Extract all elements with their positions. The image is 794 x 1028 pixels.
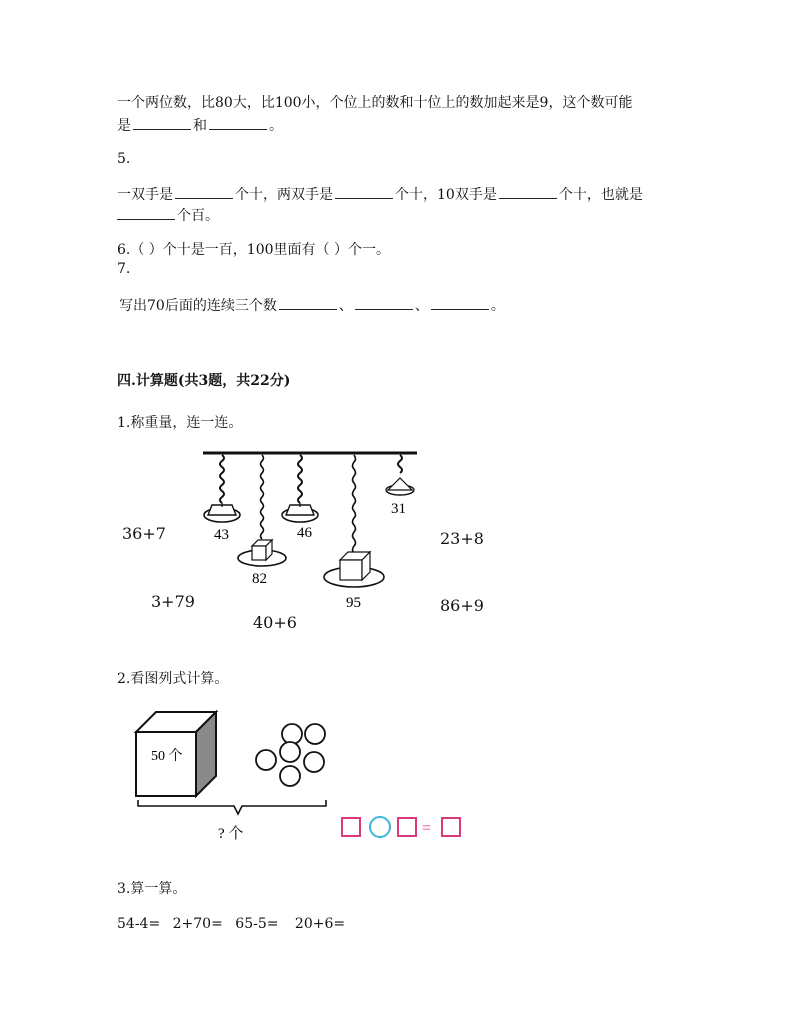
q7-sep-2: 、 xyxy=(414,298,429,314)
q7-blank-2[interactable] xyxy=(355,295,413,310)
problem1-title: 1.称重量，连一连。 xyxy=(117,415,243,431)
cube xyxy=(136,712,216,796)
q7-text: 写出70后面的连续三个数 xyxy=(119,298,277,314)
q5-number: 5. xyxy=(117,151,131,167)
q7-blank-1[interactable] xyxy=(279,295,337,310)
expr-23-8[interactable]: 23+8 xyxy=(440,529,484,548)
answer-box-3[interactable] xyxy=(442,818,460,836)
q4-blank-2[interactable] xyxy=(209,115,267,130)
problem3-items xyxy=(117,914,345,934)
q7-line xyxy=(119,295,505,316)
circle xyxy=(280,766,300,786)
q5-line2 xyxy=(117,205,219,226)
brace-label: ? 个 xyxy=(218,826,244,842)
calc-item-3[interactable]: 65-5= xyxy=(235,916,279,932)
section-title: 四.计算题(共3题，共22分) xyxy=(117,373,291,389)
q7-end: 。 xyxy=(490,298,505,314)
q5-blank-3[interactable] xyxy=(499,184,557,199)
expr-36-7[interactable]: 36+7 xyxy=(122,524,166,543)
spring-31 xyxy=(386,455,414,495)
equals-sign: = xyxy=(422,820,432,837)
weight-43: 43 xyxy=(214,527,229,543)
expr-3-79[interactable]: 3+79 xyxy=(151,592,195,611)
q7-blank-3[interactable] xyxy=(431,295,489,310)
circles-group xyxy=(256,724,325,786)
q4-line2 xyxy=(117,115,283,136)
spring-95 xyxy=(324,455,384,587)
weight-31: 31 xyxy=(391,501,406,517)
cube-label: 50 个 xyxy=(151,749,183,764)
q5-line1 xyxy=(117,184,643,205)
spring-82 xyxy=(238,455,286,566)
q4-end: 。 xyxy=(269,118,283,134)
q4-line1 xyxy=(117,93,632,113)
q5-blank-1[interactable] xyxy=(175,184,233,199)
q4-blank-1[interactable] xyxy=(133,115,191,130)
q7-number: 7. xyxy=(117,261,131,277)
q5-blank-2[interactable] xyxy=(335,184,393,199)
q4-prefix: 是 xyxy=(117,118,131,134)
weight-82: 82 xyxy=(252,571,267,587)
answer-box-1[interactable] xyxy=(342,818,360,836)
q7-sep-1: 、 xyxy=(338,298,353,314)
weight-95: 95 xyxy=(346,595,361,611)
q4-mid: 和 xyxy=(193,118,207,134)
circle xyxy=(305,724,325,744)
q4-text: 一个两位数，比80大，比100小，个位上的数和十位上的数加起来是9，这个数可能 xyxy=(117,95,633,111)
operator-circle[interactable] xyxy=(370,817,390,837)
calc-item-1[interactable]: 54-4= xyxy=(117,916,161,932)
circle xyxy=(256,750,276,770)
spring-46 xyxy=(282,455,318,522)
weight-46: 46 xyxy=(297,525,312,541)
q5-blank-4[interactable] xyxy=(117,205,175,220)
circle xyxy=(280,742,300,762)
cube-diagram xyxy=(120,708,480,848)
q5-text-c: 个十，10双手是 xyxy=(395,187,497,203)
q5-text-a: 一双手是 xyxy=(117,187,173,203)
calc-item-2[interactable]: 2+70= xyxy=(172,916,223,932)
expr-40-6[interactable]: 40+6 xyxy=(253,613,297,632)
brace xyxy=(138,800,326,814)
spring-43 xyxy=(204,455,240,522)
answer-box-2[interactable] xyxy=(398,818,416,836)
problem2-title: 2.看图列式计算。 xyxy=(117,671,229,687)
q6-line: 6.（ ）个十是一百，100里面有（ ）个一。 xyxy=(117,242,390,258)
q5-text-b: 个十，两双手是 xyxy=(235,187,333,203)
circle xyxy=(304,752,324,772)
calc-item-4[interactable]: 20+6= xyxy=(294,916,346,932)
q5-text-end: 个百。 xyxy=(177,208,219,224)
circle xyxy=(282,724,302,744)
q5-text-d: 个十，也就是 xyxy=(558,187,643,203)
problem3-title: 3.算一算。 xyxy=(117,881,187,897)
expr-86-9[interactable]: 86+9 xyxy=(440,596,484,615)
